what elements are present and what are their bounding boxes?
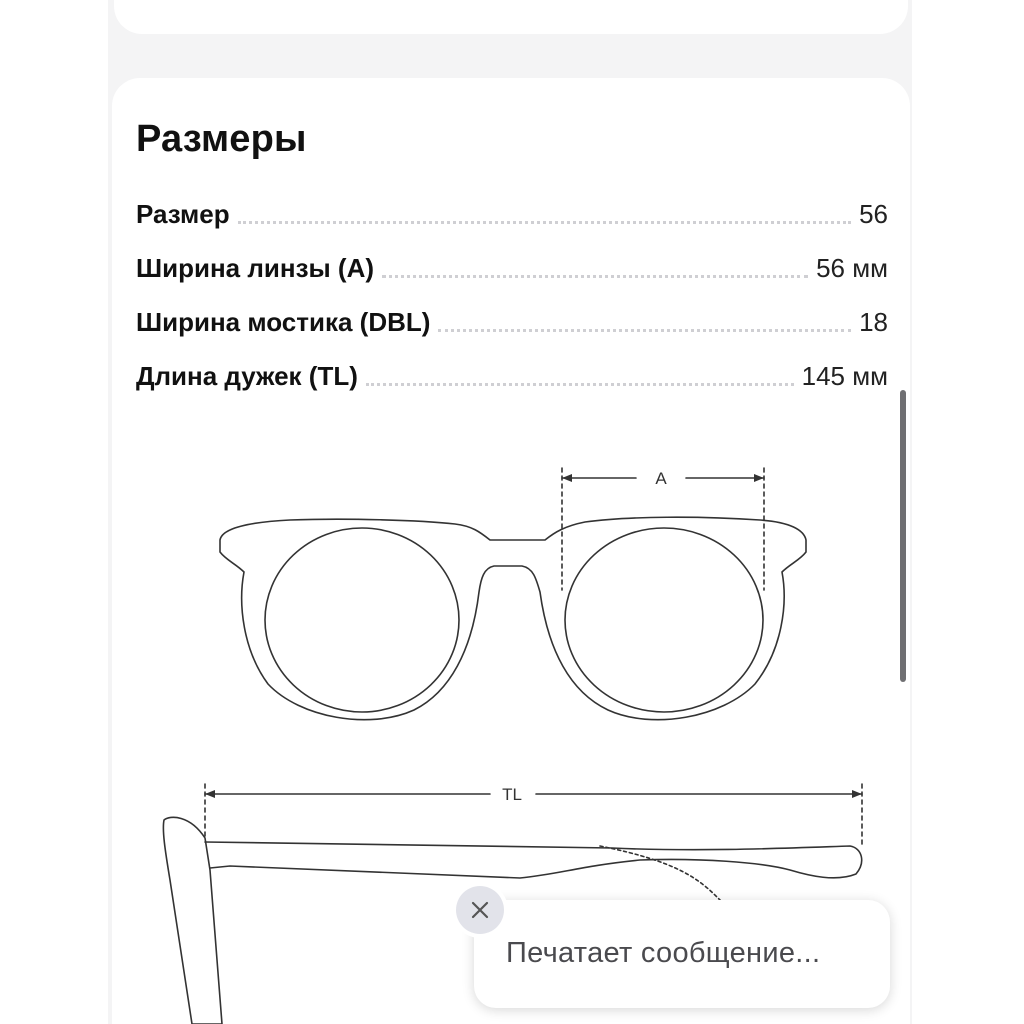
spec-label: Размер: [136, 199, 230, 229]
close-icon: [469, 899, 491, 921]
sizes-title: Размеры: [136, 118, 307, 160]
arrow-tl-left: [205, 790, 215, 798]
close-chat-button[interactable]: [456, 886, 504, 934]
spec-value: 18: [859, 307, 888, 337]
arrow-a-left: [562, 474, 572, 482]
temple-arm: [205, 842, 862, 878]
spec-label: Ширина мостика (DBL): [136, 307, 431, 337]
arrow-tl-right: [852, 790, 862, 798]
left-lens: [265, 528, 459, 712]
spec-label: Длина дужек (TL): [136, 361, 358, 391]
frame-front-outline: [220, 517, 806, 719]
spec-label: Ширина линзы (A): [136, 253, 375, 283]
temple-tip-dashed: [600, 846, 720, 900]
spec-value: 145 мм: [801, 361, 888, 391]
spec-value: 56: [859, 199, 888, 229]
frame-side-front: [163, 817, 222, 1024]
chat-typing-text: Печатает сообщение...: [506, 937, 821, 969]
arrow-a-right: [754, 474, 764, 482]
right-lens: [565, 528, 763, 712]
dimension-tl-label: TL: [502, 785, 522, 804]
dimension-a-label: A: [655, 469, 667, 488]
spec-value: 56 мм: [816, 253, 888, 283]
